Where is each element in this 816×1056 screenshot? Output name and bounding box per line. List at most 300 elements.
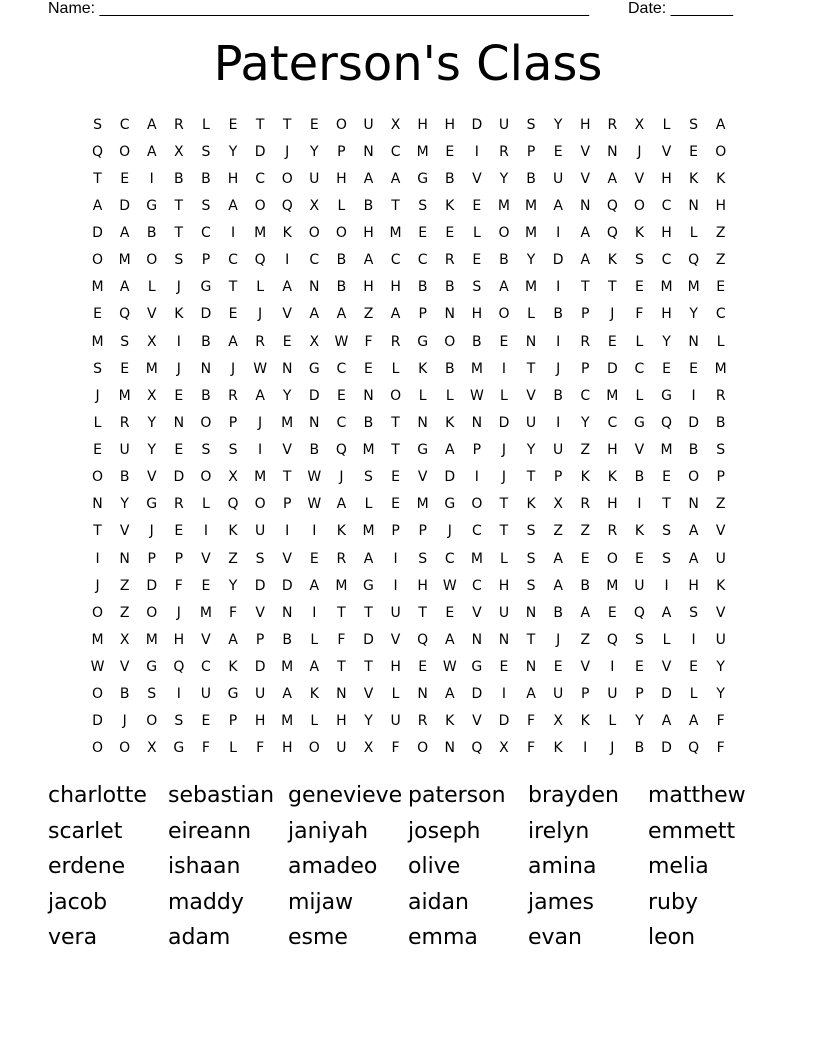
grid-letter: U <box>119 442 130 459</box>
grid-letter: S <box>634 252 644 269</box>
grid-letter: K <box>445 713 455 730</box>
grid-letter: U <box>390 604 401 621</box>
grid-letter: K <box>607 469 617 486</box>
grid-letter: A <box>363 252 374 269</box>
grid-letter: H <box>336 713 347 730</box>
grid-letter: D <box>363 631 374 648</box>
grid-row <box>84 220 734 247</box>
grid-letter: S <box>689 116 699 133</box>
grid-letter: H <box>498 577 510 594</box>
grid-letter: M <box>606 577 619 594</box>
grid-letter: U <box>254 686 266 703</box>
grid-letter: N <box>200 360 212 377</box>
grid-letter: D <box>254 577 266 594</box>
grid-letter: L <box>689 686 698 703</box>
grid-row <box>84 681 734 708</box>
grid-letter: B <box>499 252 509 269</box>
grid-letter: C <box>336 360 347 377</box>
header <box>48 0 748 20</box>
grid-letter: R <box>580 496 591 513</box>
grid-letter: B <box>336 252 347 269</box>
grid-letter: I <box>556 279 561 296</box>
grid-letter: I <box>474 143 479 160</box>
grid-letter: C <box>201 225 211 242</box>
grid-letter: V <box>580 659 591 676</box>
grid-row <box>84 247 734 274</box>
word-melia: melia <box>648 854 709 880</box>
grid-letter: T <box>608 279 617 296</box>
grid-letter: G <box>417 170 429 187</box>
grid-letter: J <box>258 414 263 431</box>
grid-letter: F <box>228 604 238 621</box>
grid-letter: Y <box>310 143 319 160</box>
grid-letter: D <box>444 469 456 486</box>
grid-letter: W <box>253 360 268 377</box>
grid-letter: T <box>662 496 671 513</box>
grid-letter: O <box>281 170 293 187</box>
grid-letter: E <box>634 659 644 676</box>
grid-letter: G <box>146 197 158 214</box>
grid-letter: V <box>119 523 130 540</box>
grid-row <box>84 491 734 518</box>
grid-letter: B <box>336 279 347 296</box>
grid-letter: H <box>471 306 483 323</box>
grid-letter: V <box>472 713 482 730</box>
grid-letter: M <box>145 631 158 648</box>
word-scarlet: scarlet <box>48 818 123 844</box>
grid-letter: R <box>417 713 428 730</box>
grid-letter: I <box>312 523 317 540</box>
grid-letter: E <box>93 442 102 459</box>
grid-letter: H <box>363 225 374 242</box>
grid-letter: I <box>95 550 100 567</box>
grid-letter: W <box>90 659 105 676</box>
grid-letter: I <box>230 225 236 242</box>
grid-letter: J <box>447 523 452 540</box>
grid-letter: H <box>173 631 185 648</box>
word-row <box>48 885 768 921</box>
grid-letter: Z <box>580 523 591 540</box>
grid-letter: O <box>254 197 266 214</box>
grid-letter: O <box>254 496 266 513</box>
grid-letter: U <box>525 414 537 431</box>
grid-letter: Q <box>471 740 483 757</box>
grid-letter: B <box>444 360 455 377</box>
grid-letter: N <box>363 143 374 160</box>
grid-letter: A <box>444 442 455 459</box>
grid-letter: A <box>499 279 509 296</box>
grid-letter: H <box>444 116 456 133</box>
grid-letter: L <box>635 333 644 350</box>
grid-letter: E <box>662 360 671 377</box>
grid-letter: I <box>501 686 507 703</box>
grid-letter: V <box>472 604 482 621</box>
grid-letter: E <box>201 577 211 594</box>
grid-letter: A <box>228 197 238 214</box>
word-eireann: eireann <box>168 818 252 844</box>
grid-letter: M <box>91 333 104 350</box>
grid-letter: O <box>335 225 347 242</box>
grid-letter: D <box>606 360 618 377</box>
grid-row <box>84 165 734 192</box>
grid-letter: E <box>689 659 699 676</box>
grid-row <box>84 382 734 409</box>
grid-letter: E <box>580 550 590 567</box>
word-ruby: ruby <box>648 889 698 915</box>
word-list <box>48 778 768 956</box>
grid-letter: L <box>147 279 156 296</box>
grid-letter: P <box>174 550 184 567</box>
grid-letter: O <box>146 604 158 621</box>
grid-letter: U <box>309 170 320 187</box>
grid-letter: V <box>201 550 211 567</box>
grid-letter: M <box>281 659 294 676</box>
grid-letter: K <box>634 523 645 540</box>
grid-letter: N <box>525 333 537 350</box>
grid-letter: S <box>174 713 184 730</box>
grid-letter: C <box>715 306 726 323</box>
grid-letter: S <box>120 333 130 350</box>
grid-letter: S <box>201 442 211 459</box>
grid-letter: O <box>200 414 212 431</box>
grid-letter: H <box>688 577 699 594</box>
grid-letter: V <box>146 469 157 486</box>
word-olive: olive <box>408 854 461 880</box>
grid-letter: M <box>254 469 267 486</box>
grid-letter: Y <box>689 306 698 323</box>
grid-letter: O <box>471 496 483 513</box>
grid-row <box>84 735 734 762</box>
grid-letter: P <box>337 143 346 160</box>
letter-grid <box>84 111 734 762</box>
grid-letter: B <box>363 197 374 214</box>
grid-letter: R <box>715 387 726 404</box>
grid-letter: P <box>553 469 563 486</box>
grid-letter: F <box>201 740 210 757</box>
grid-letter: M <box>362 523 375 540</box>
grid-row <box>84 708 734 735</box>
grid-letter: E <box>120 360 130 377</box>
grid-letter: P <box>581 686 590 703</box>
grid-letter: I <box>556 414 561 431</box>
grid-letter: M <box>335 577 348 594</box>
word-adam: adam <box>168 925 231 951</box>
grid-letter: N <box>471 631 483 648</box>
grid-letter: C <box>634 360 645 377</box>
grid-letter: I <box>691 387 696 404</box>
grid-letter: A <box>444 631 455 648</box>
grid-letter: M <box>118 387 131 404</box>
grid-row <box>84 111 734 138</box>
grid-letter: M <box>281 713 294 730</box>
grid-letter: A <box>336 306 347 323</box>
grid-letter: L <box>256 279 265 296</box>
grid-letter: Q <box>335 442 347 459</box>
grid-letter: I <box>149 170 154 187</box>
grid-letter: V <box>146 306 157 323</box>
grid-letter: W <box>307 496 322 513</box>
grid-letter: A <box>92 197 103 214</box>
word-amina: amina <box>528 854 597 880</box>
grid-letter: K <box>228 523 238 540</box>
grid-letter: M <box>416 496 429 513</box>
grid-letter: Z <box>715 496 726 513</box>
grid-letter: G <box>417 333 429 350</box>
word-charlotte: charlotte <box>48 783 147 809</box>
grid-letter: A <box>661 604 672 621</box>
grid-letter: E <box>553 143 563 160</box>
grid-letter: L <box>716 333 725 350</box>
grid-letter: V <box>634 442 645 459</box>
grid-letter: C <box>336 414 347 431</box>
grid-letter: K <box>607 252 617 269</box>
grid-letter: L <box>689 225 698 242</box>
grid-letter: O <box>498 306 510 323</box>
grid-letter: J <box>176 279 181 296</box>
grid-letter: X <box>499 740 509 757</box>
grid-letter: V <box>472 170 482 187</box>
grid-letter: U <box>553 686 564 703</box>
grid-letter: O <box>119 143 131 160</box>
grid-letter: C <box>444 550 455 567</box>
grid-letter: K <box>282 225 292 242</box>
grid-letter: L <box>662 631 671 648</box>
grid-letter: A <box>715 116 726 133</box>
grid-letter: T <box>364 659 373 676</box>
grid-letter: X <box>553 713 563 730</box>
grid-letter: B <box>634 469 645 486</box>
grid-letter: N <box>173 414 185 431</box>
grid-letter: Y <box>580 414 590 431</box>
grid-letter: I <box>393 550 398 567</box>
grid-letter: M <box>145 360 158 377</box>
grid-letter: K <box>634 225 645 242</box>
grid-letter: Z <box>580 631 591 648</box>
grid-letter: E <box>282 333 292 350</box>
grid-letter: I <box>176 333 181 350</box>
grid-letter: E <box>445 225 455 242</box>
grid-letter: S <box>418 197 428 214</box>
name-field[interactable]: Name: _______________________________________________________ <box>48 0 589 17</box>
grid-letter: B <box>553 306 563 323</box>
grid-letter: D <box>471 686 483 703</box>
grid-letter: T <box>526 631 536 648</box>
word-paterson: paterson <box>408 783 506 809</box>
grid-letter: D <box>661 686 672 703</box>
grid-letter: J <box>285 143 290 160</box>
grid-letter: A <box>119 225 130 242</box>
grid-letter: A <box>255 387 265 404</box>
grid-letter: B <box>715 414 726 431</box>
grid-letter: C <box>661 252 672 269</box>
grid-letter: G <box>417 442 429 459</box>
grid-letter: Q <box>606 631 618 648</box>
grid-letter: Q <box>688 252 700 269</box>
grid-letter: T <box>337 659 346 676</box>
grid-row <box>84 274 734 301</box>
grid-letter: Z <box>580 442 591 459</box>
grid-letter: C <box>661 197 672 214</box>
grid-letter: N <box>92 496 103 513</box>
grid-letter: M <box>91 631 104 648</box>
grid-letter: T <box>499 496 509 513</box>
word-leon: leon <box>648 925 696 951</box>
word-matthew: matthew <box>648 783 746 809</box>
grid-letter: E <box>662 469 671 486</box>
grid-letter: D <box>281 577 293 594</box>
grid-letter: I <box>285 252 290 269</box>
grid-letter: M <box>525 279 538 296</box>
grid-letter: O <box>92 686 104 703</box>
grid-letter: D <box>498 414 510 431</box>
grid-letter: A <box>688 550 699 567</box>
grid-letter: I <box>556 225 561 242</box>
grid-letter: D <box>200 306 212 323</box>
grid-letter: O <box>417 740 429 757</box>
grid-letter: K <box>526 496 536 513</box>
grid-letter: E <box>499 333 509 350</box>
grid-letter: V <box>363 686 374 703</box>
grid-letter: S <box>418 550 428 567</box>
grid-letter: C <box>119 116 130 133</box>
grid-letter: E <box>228 116 238 133</box>
grid-letter: T <box>174 197 184 214</box>
grid-letter: E <box>228 306 238 323</box>
grid-letter: X <box>634 116 645 133</box>
grid-letter: N <box>309 279 320 296</box>
grid-letter: O <box>119 740 131 757</box>
grid-letter: N <box>525 604 537 621</box>
grid-letter: N <box>281 604 293 621</box>
grid-letter: A <box>146 116 157 133</box>
grid-letter: Y <box>228 143 238 160</box>
grid-letter: H <box>661 306 672 323</box>
grid-letter: O <box>92 740 104 757</box>
grid-letter: I <box>393 577 398 594</box>
grid-letter: Q <box>173 659 185 676</box>
grid-letter: A <box>228 333 238 350</box>
grid-letter: U <box>553 442 564 459</box>
grid-letter: I <box>556 333 561 350</box>
grid-letter: A <box>553 550 563 567</box>
grid-letter: N <box>309 414 320 431</box>
grid-letter: V <box>119 659 130 676</box>
grid-row <box>84 654 734 681</box>
grid-letter: A <box>363 170 374 187</box>
grid-letter: J <box>176 604 181 621</box>
grid-letter: B <box>444 170 455 187</box>
grid-letter: W <box>442 659 457 676</box>
grid-letter: A <box>282 279 292 296</box>
grid-letter: R <box>255 333 265 350</box>
grid-letter: C <box>580 387 591 404</box>
grid-letter: U <box>553 170 564 187</box>
grid-letter: Z <box>228 550 238 567</box>
grid-letter: H <box>417 116 428 133</box>
grid-letter: T <box>499 523 509 540</box>
grid-letter: N <box>363 387 374 404</box>
grid-letter: I <box>583 740 588 757</box>
grid-letter: C <box>471 577 482 594</box>
grid-letter: L <box>391 360 400 377</box>
grid-letter: Z <box>119 577 130 594</box>
grid-letter: A <box>607 170 618 187</box>
grid-letter: C <box>228 252 238 269</box>
grid-letter: M <box>470 550 483 567</box>
grid-letter: N <box>336 686 347 703</box>
grid-letter: V <box>661 659 672 676</box>
grid-letter: E <box>553 659 563 676</box>
word-row <box>48 814 768 850</box>
grid-letter: Y <box>147 414 157 431</box>
grid-letter: S <box>228 442 238 459</box>
grid-letter: G <box>146 496 158 513</box>
grid-letter: K <box>580 713 590 730</box>
grid-letter: J <box>501 469 507 486</box>
grid-letter: U <box>634 577 645 594</box>
grid-letter: B <box>309 442 320 459</box>
grid-letter: D <box>119 197 131 214</box>
grid-letter: L <box>608 713 617 730</box>
word-amadeo: amadeo <box>288 854 378 880</box>
grid-letter: Y <box>499 170 509 187</box>
date-field[interactable]: Date: _______ <box>628 0 733 17</box>
grid-letter: W <box>307 469 322 486</box>
grid-letter: L <box>500 550 508 567</box>
grid-letter: L <box>662 116 671 133</box>
grid-letter: R <box>119 414 130 431</box>
grid-letter: Q <box>281 197 293 214</box>
grid-letter: G <box>227 686 239 703</box>
grid-letter: O <box>146 252 158 269</box>
grid-letter: O <box>92 604 104 621</box>
grid-letter: P <box>418 523 427 540</box>
grid-letter: M <box>199 604 212 621</box>
grid-letter: K <box>580 469 590 486</box>
grid-letter: F <box>364 333 373 350</box>
grid-letter: E <box>689 143 699 160</box>
grid-letter: F <box>527 740 536 757</box>
grid-letter: J <box>95 577 100 594</box>
grid-letter: M <box>606 387 619 404</box>
grid-letter: L <box>202 496 210 513</box>
grid-letter: H <box>607 442 618 459</box>
grid-letter: N <box>688 496 699 513</box>
grid-letter: E <box>607 604 617 621</box>
grid-letter: B <box>174 170 184 187</box>
grid-letter: T <box>93 170 102 187</box>
grid-letter: B <box>472 333 482 350</box>
grid-letter: F <box>174 577 183 594</box>
grid-letter: N <box>444 306 455 323</box>
grid-letter: Y <box>716 686 725 703</box>
grid-letter: I <box>474 469 479 486</box>
grid-letter: C <box>309 252 320 269</box>
grid-letter: E <box>201 713 211 730</box>
grid-letter: R <box>173 116 184 133</box>
grid-letter: Y <box>635 713 644 730</box>
grid-letter: X <box>363 740 374 757</box>
grid-letter: S <box>93 116 102 133</box>
word-genevieve: genevieve <box>288 783 403 809</box>
grid-letter: X <box>174 143 184 160</box>
grid-letter: Q <box>254 252 266 269</box>
grid-letter: R <box>173 496 184 513</box>
grid-letter: E <box>174 442 184 459</box>
grid-letter: B <box>526 170 536 187</box>
grid-letter: V <box>282 442 292 459</box>
grid-letter: Y <box>364 713 373 730</box>
